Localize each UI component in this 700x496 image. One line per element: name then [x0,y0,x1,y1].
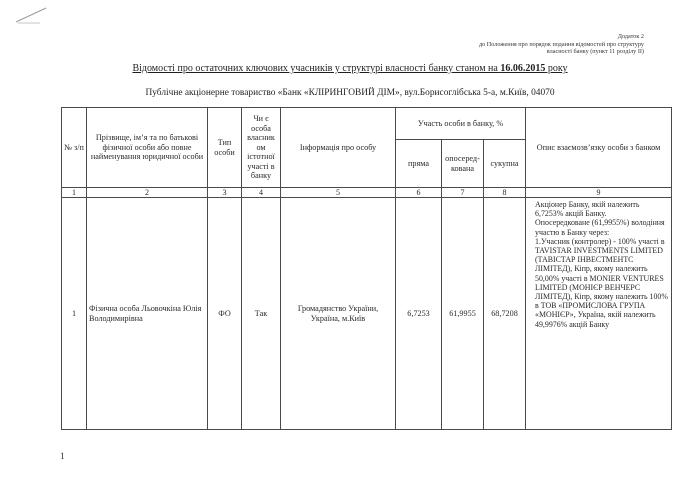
bank-name-address: Публічне акціонерне товариство «Банк «КЛІРИНГОВИЙ ДІМ», вул.Борисоглібська 5-а, м.Київ, 04070 [145,88,555,98]
cell-indirect: 61,9955 [442,198,484,430]
cell-relation [526,198,672,430]
scan-pen-mark [12,2,52,26]
document-title [0,63,700,74]
column-number: 1 [62,188,87,198]
cell-type: ФО [208,198,242,430]
column-number: 5 [281,188,396,198]
header-significant-owner: Чи є особа власник ом істотної участі в банку [242,108,281,188]
header-row [62,108,672,140]
header-total: сукупна [484,140,526,188]
cell-direct: 6,7253 [396,198,442,430]
column-number: 2 [87,188,208,198]
cell-info: Громадянство України, Україна, м.Київ [281,198,396,430]
relation-line: 1.Учасник (контролер) - 100% участі в TAVISTAR INVESTMENTS LIMITED (ТАВІСТАР ІНВЕСТМЕНТС ЛІМІТЕД), Кіпр, якому належить 50,00% участі в MONIER VENTURES LIMITED (МОНІЄР ВЕНЧЕРС ЛІМІТЕД), Кіпр, якому належить 100% в ТОВ «ПРОМИСЛОВА ГРУПА «МОНІЄР», Україна, якій належить 49,9976% акцій Банку [535,236,668,329]
column-number: 6 [396,188,442,198]
table-row [62,198,672,430]
title-date: 16.06.2015 [500,63,546,74]
header-direct: пряма [396,140,442,188]
appendix-line: до Положення про порядок подання відомостей про структуру [479,40,644,48]
appendix-line: Додаток 2 [617,33,644,40]
column-number-row [62,188,672,198]
column-number: 7 [442,188,484,198]
page-number: 1 [60,452,65,462]
header-info: Інформація про особу [281,108,396,188]
header-name: Прізвище, ім’я та по батькові фізичної особи або повне найменування юридичної особи [87,108,208,188]
cell-significant-owner: Так [242,198,281,430]
column-number: 4 [242,188,281,198]
ownership-table [61,107,672,430]
header-indirect: опосеред-кована [442,140,484,188]
column-number: 8 [484,188,526,198]
relation-line: Акціонер Банку, якій належить 6,7253% акцій Банку. [535,200,640,219]
column-number: 9 [526,188,672,198]
appendix-line: власності банку (пункт 11 розділу II) [546,48,644,56]
cell-name: Фізична особа Льовочкіна Юлія Володимирівна [87,198,208,430]
cell-total: 68,7208 [484,198,526,430]
title-prefix: Відомості про остаточних ключових учасників у структурі власності банку станом на [132,63,501,74]
title-suffix: року [545,63,568,74]
appendix-reference [414,33,644,56]
column-number: 3 [208,188,242,198]
cell-num: 1 [62,198,87,430]
header-num: № з/п [62,108,87,188]
header-type: Тип особи [208,108,242,188]
header-relation: Опис взаємозв’язку особи з банком [526,108,672,188]
relation-line: Опосередковане (61,9955%) володіння участю в Банку через: [535,218,665,237]
header-participation: Участь особи в банку, % [396,108,526,140]
